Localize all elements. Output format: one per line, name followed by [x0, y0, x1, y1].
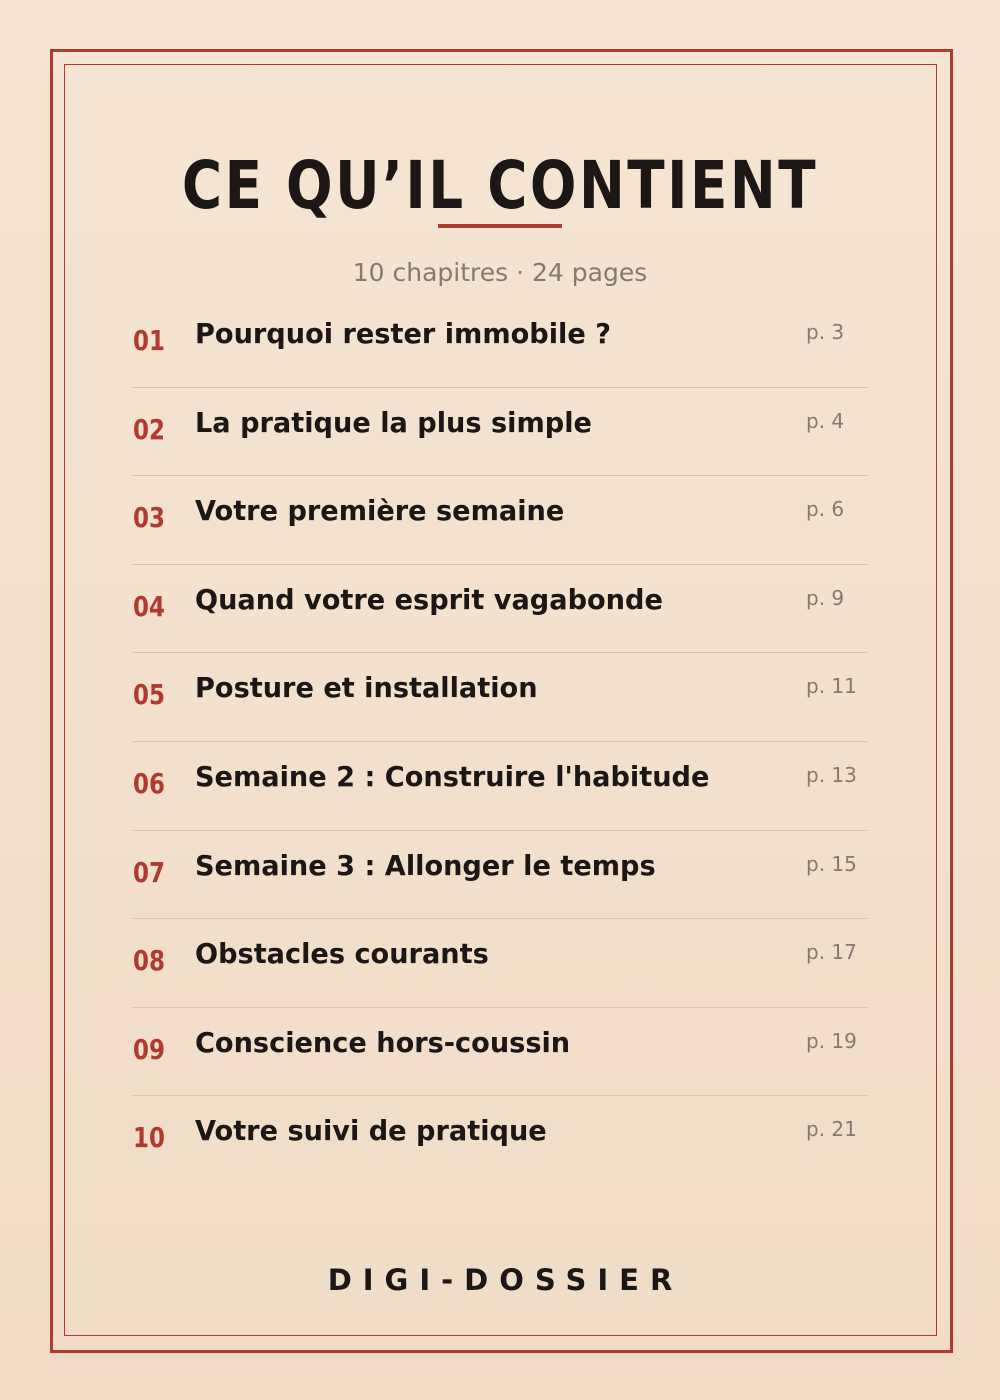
- chapter-page: p. 3: [806, 320, 845, 344]
- page-subtitle: 10 chapitres · 24 pages: [352, 258, 648, 287]
- title-underline-divider: [438, 224, 562, 228]
- chapter-number: 09: [133, 1032, 165, 1066]
- chapter-number: 07: [133, 855, 165, 889]
- chapter-title: Quand votre esprit vagabonde: [195, 582, 663, 616]
- chapter-number: 03: [133, 501, 165, 535]
- chapter-number: 08: [133, 944, 165, 978]
- chapter-title: La pratique la plus simple: [195, 405, 592, 439]
- toc-item-10: [133, 1096, 867, 1185]
- chapter-title: Semaine 3 : Allonger le temps: [195, 848, 656, 882]
- toc-item-04: [133, 565, 867, 654]
- table-of-contents: [133, 299, 867, 1185]
- brand-name: DIGI-DOSSIER: [327, 1263, 684, 1297]
- chapter-title: Pourquoi rester immobile ?: [195, 317, 611, 350]
- chapter-title: Votre première semaine: [195, 494, 565, 528]
- chapter-page: p. 17: [806, 940, 857, 965]
- chapter-title: Posture et installation: [195, 671, 538, 705]
- toc-item-07: [133, 831, 867, 920]
- chapter-number: 06: [133, 766, 165, 800]
- chapter-number: 04: [133, 589, 165, 623]
- chapter-page: p. 21: [806, 1117, 857, 1142]
- chapter-title: Votre suivi de pratique: [195, 1114, 547, 1148]
- chapter-page: p. 13: [806, 762, 857, 787]
- toc-item-09: [133, 1008, 867, 1097]
- chapter-page: p. 19: [806, 1028, 857, 1053]
- chapter-title: Semaine 2 : Construire l'habitude: [195, 759, 710, 793]
- toc-item-01: [133, 299, 867, 388]
- toc-item-06: [133, 742, 867, 831]
- chapter-title: Conscience hors-coussin: [195, 1025, 571, 1059]
- chapter-title: Obstacles courants: [195, 937, 489, 971]
- chapter-page: p. 9: [806, 585, 845, 610]
- toc-item-05: [133, 653, 867, 742]
- chapter-page: p. 15: [806, 851, 857, 876]
- chapter-page: p. 6: [806, 497, 845, 522]
- chapter-number: 01: [133, 324, 165, 357]
- chapter-number: 05: [133, 678, 165, 712]
- chapter-page: p. 4: [806, 408, 845, 433]
- page-title: CE QU’IL CONTIENT: [181, 147, 819, 224]
- toc-item-03: [133, 476, 867, 565]
- toc-item-08: [133, 919, 867, 1008]
- chapter-number: 02: [133, 412, 165, 446]
- chapter-number: 10: [133, 1121, 165, 1155]
- toc-item-02: [133, 388, 867, 477]
- chapter-page: p. 11: [806, 674, 857, 699]
